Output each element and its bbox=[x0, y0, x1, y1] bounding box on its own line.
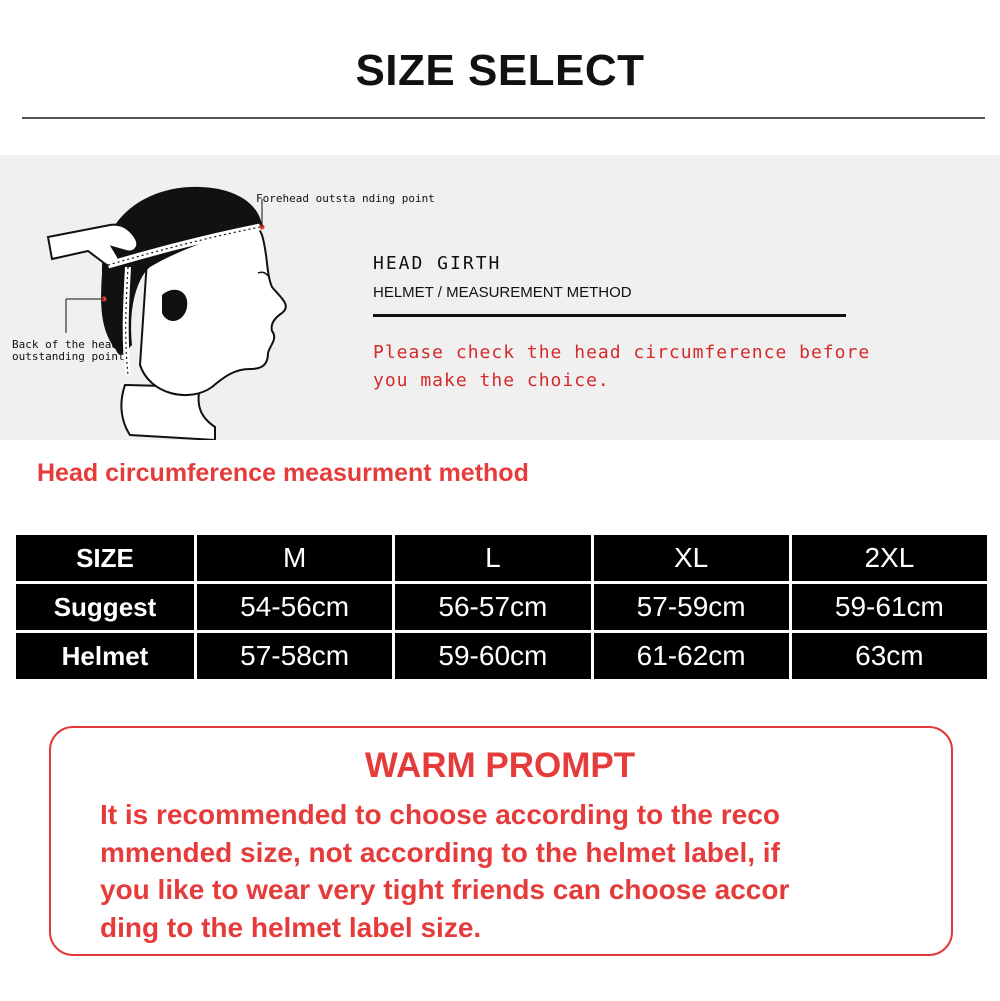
table-row bbox=[16, 633, 987, 679]
prompt-line: mmended size, not according to the helmet label, if bbox=[100, 836, 780, 868]
table-cell: 57-58cm bbox=[197, 633, 392, 679]
head-girth-heading: HEAD GIRTH bbox=[373, 253, 502, 274]
measurement-method-heading: Head circumference measurment method bbox=[37, 459, 529, 487]
table-cell: 61-62cm bbox=[594, 633, 789, 679]
row-label: Helmet bbox=[16, 633, 194, 679]
row-label: Suggest bbox=[16, 584, 194, 630]
page-title: SIZE SELECT bbox=[355, 46, 645, 95]
measurement-method-subheading: HELMET / MEASUREMENT METHOD bbox=[373, 284, 632, 301]
row-label: SIZE bbox=[16, 535, 194, 581]
table-cell: 54-56cm bbox=[197, 584, 392, 630]
back-point-label-line1: Back of the head bbox=[12, 338, 118, 351]
note-line-2: you make the choice. bbox=[373, 370, 610, 391]
prompt-line: ding to the helmet label size. bbox=[100, 911, 482, 943]
forehead-point-label: Forehead outsta nding point bbox=[256, 192, 435, 205]
table-cell: XL bbox=[594, 535, 789, 581]
prompt-line: you like to wear very tight friends can choose accor bbox=[100, 874, 790, 905]
table-cell: 2XL bbox=[792, 535, 987, 581]
warm-prompt-text bbox=[100, 796, 930, 946]
title-divider bbox=[22, 117, 985, 119]
check-circumference-note bbox=[373, 339, 973, 395]
size-chart-table bbox=[13, 532, 990, 682]
prompt-line: It is recommended to choose according to the reco bbox=[100, 799, 780, 830]
table-cell: L bbox=[395, 535, 590, 581]
table-cell: 56-57cm bbox=[395, 584, 590, 630]
table-cell: 59-61cm bbox=[792, 584, 987, 630]
table-row bbox=[16, 535, 987, 581]
table-cell: 57-59cm bbox=[594, 584, 789, 630]
table-cell: M bbox=[197, 535, 392, 581]
method-divider bbox=[373, 314, 846, 317]
table-cell: 59-60cm bbox=[395, 633, 590, 679]
measurement-panel bbox=[0, 155, 1000, 440]
warm-prompt-title: WARM PROMPT bbox=[364, 746, 636, 785]
note-line-1: Please check the head circumference before bbox=[373, 342, 871, 363]
table-row bbox=[16, 584, 987, 630]
back-point-label-line2: outstanding point bbox=[12, 350, 125, 363]
table-cell: 63cm bbox=[792, 633, 987, 679]
